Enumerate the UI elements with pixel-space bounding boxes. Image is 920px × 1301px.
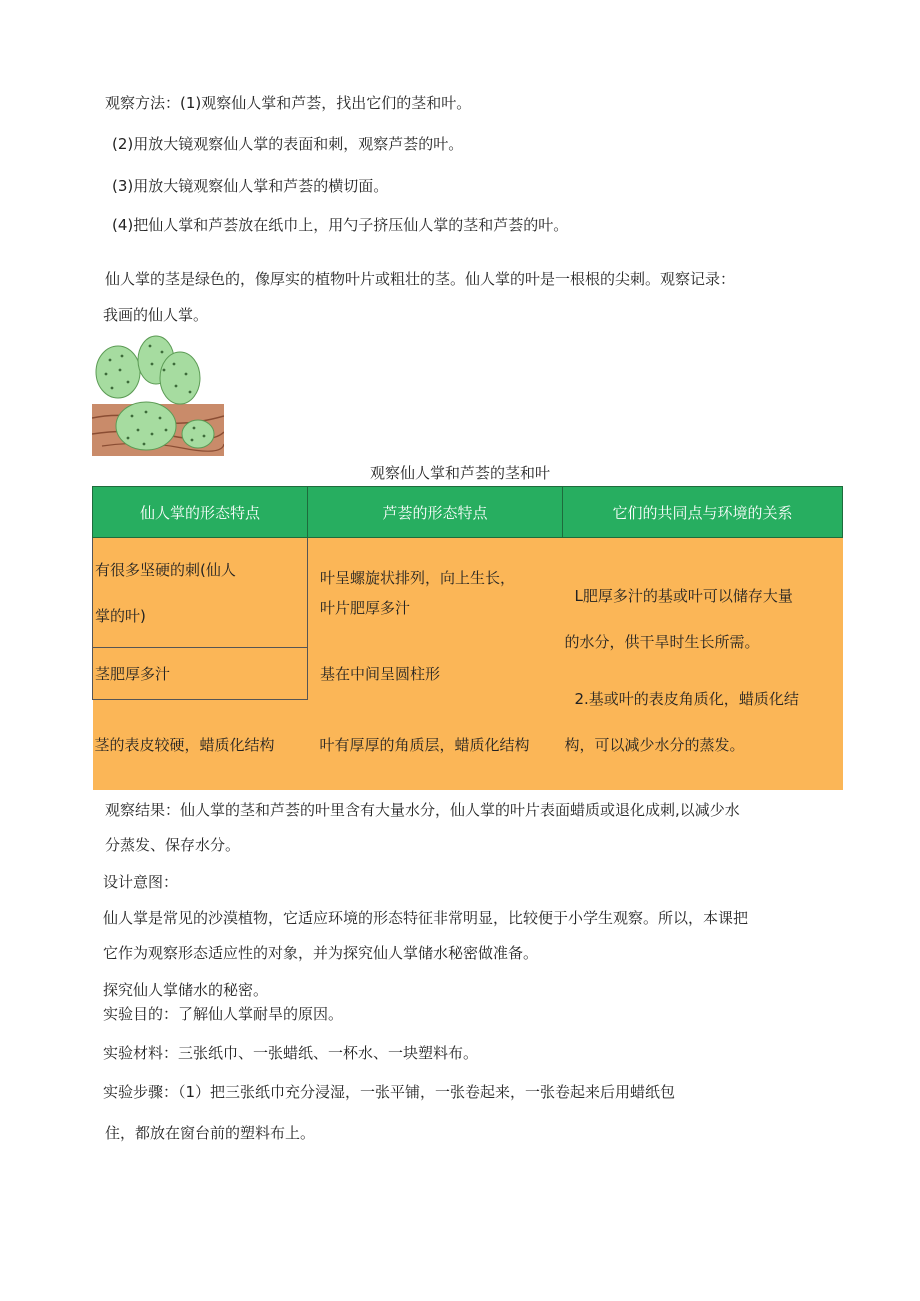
cactus-cell-spines-line-2: 掌的叶) — [95, 606, 146, 625]
observation-table — [92, 486, 843, 790]
description-line-2: 我画的仙人掌。 — [103, 306, 209, 324]
method-intro: 观察方法：(1)观察仙人掌和芦荟，找出它们的茎和叶。 — [105, 94, 472, 112]
cactus-drawing — [92, 334, 224, 456]
cactus-cell-stem-text: 茎肥厚多汁 — [95, 665, 171, 683]
method-step-2: (2)用放大镜观察仙人掌的表面和刺，观察芦荟的叶。 — [112, 135, 464, 153]
result-line-1: 观察结果：仙人掌的茎和芦荟的叶里含有大量水分，仙人掌的叶片表面蜡质或退化成刺,以减少水 — [105, 801, 740, 819]
method-step-3: (3)用放大镜观察仙人掌和芦荟的横切面。 — [112, 177, 389, 195]
aloe-cell-leaves — [308, 538, 563, 648]
aloe-cell-leaves-line-1: 叶呈螺旋状排列，向上生长， — [320, 568, 516, 587]
common-cell-1-line-2: 的水分，供干旱时生长所需。 — [564, 632, 760, 651]
design-title: 设计意图： — [103, 873, 179, 891]
cactus-cell-stem — [93, 648, 308, 700]
aloe-cell-stem — [308, 648, 563, 700]
design-line-1: 仙人掌是常见的沙漠植物，它适应环境的形态特征非常明显，比较便于小学生观察。所以，本课把 — [103, 909, 749, 927]
experiment-steps-line-1: 实验步骤：（1）把三张纸巾充分浸湿，一张平铺，一张卷起来，一张卷起来后用蜡纸包 — [103, 1083, 676, 1101]
design-line-2: 它作为观察形态适应性的对象，并为探究仙人掌储水秘密做准备。 — [103, 944, 539, 962]
cactus-cell-skin — [93, 700, 308, 790]
header-aloe: 芦荟的形态特点 — [308, 487, 563, 538]
cactus-cell-spines — [93, 538, 308, 648]
common-cell-1-line-1: L肥厚多汁的基或叶可以储存大量 — [574, 586, 793, 605]
aloe-cell-leaves-line-2: 叶片肥厚多汁 — [320, 598, 411, 617]
aloe-cell-skin-text: 叶有厚厚的角质层，蜡质化结构 — [319, 736, 530, 754]
table-row — [93, 538, 843, 648]
header-common: 它们的共同点与环境的关系 — [563, 487, 843, 538]
method-step-4: (4)把仙人掌和芦荟放在纸巾上，用勺子挤压仙人掌的茎和芦荟的叶。 — [112, 216, 569, 234]
common-cell-2-line-2: 构，可以减少水分的蒸发。 — [564, 735, 745, 754]
experiment-title: 探究仙人掌储水的秘密。 — [103, 981, 269, 999]
common-cell-2 — [563, 689, 843, 790]
description-line-1: 仙人掌的茎是绿色的，像厚实的植物叶片或粗壮的茎。仙人掌的叶是一根根的尖刺。观察记录： — [105, 270, 736, 288]
experiment-purpose: 实验目的：了解仙人掌耐旱的原因。 — [103, 1005, 344, 1023]
aloe-cell-stem-text: 基在中间呈圆柱形 — [320, 665, 441, 683]
cactus-cell-spines-line-1: 有很多坚硬的刺(仙人 — [95, 560, 236, 579]
aloe-cell-skin — [308, 700, 563, 790]
experiment-steps-line-2: 住，都放在窗台前的塑料布上。 — [105, 1124, 316, 1142]
table-row — [93, 700, 843, 790]
experiment-materials: 实验材料：三张纸巾、一张蜡纸、一杯水、一块塑料布。 — [103, 1044, 479, 1062]
cactus-cell-skin-text: 茎的表皮较硬，蜡质化结构 — [94, 736, 275, 755]
common-cell-2-line-1: 2.基或叶的表皮角质化，蜡质化结 — [574, 689, 799, 708]
table-caption: 观察仙人掌和芦荟的茎和叶 — [369, 464, 550, 482]
header-cactus: 仙人掌的形态特点 — [93, 487, 308, 538]
table-header-row — [93, 487, 843, 538]
result-line-2: 分蒸发、保存水分。 — [105, 836, 241, 854]
